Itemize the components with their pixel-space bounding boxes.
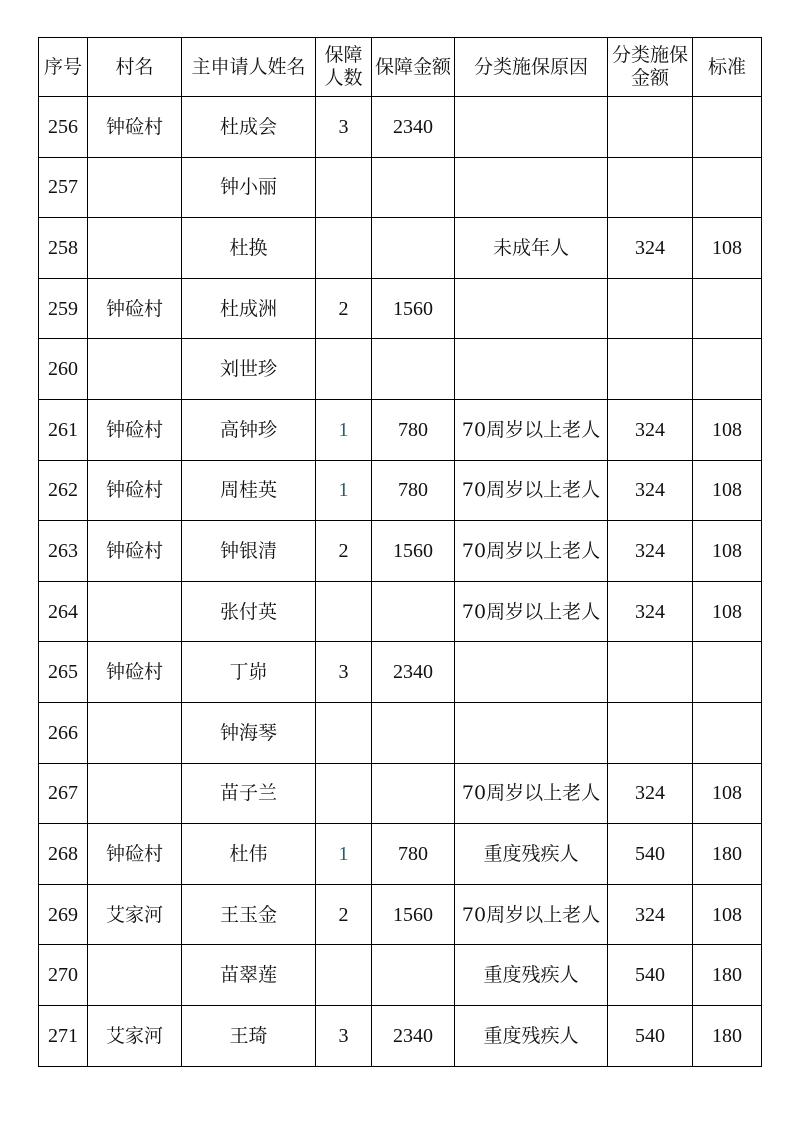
cell-covered-count: 1 <box>316 460 372 521</box>
cell-applicant: 钟银清 <box>182 521 316 582</box>
cell-category-amount <box>608 157 693 218</box>
cell-amount: 1560 <box>372 884 455 945</box>
cell-index: 256 <box>39 97 88 158</box>
cell-index: 263 <box>39 521 88 582</box>
table-row <box>39 218 762 279</box>
cell-standard <box>693 278 762 339</box>
cell-applicant: 王玉金 <box>182 884 316 945</box>
cell-category-reason: 重度残疾人 <box>455 824 608 885</box>
col-header-village: 村名 <box>88 38 182 97</box>
cell-category-reason: 70周岁以上老人 <box>455 521 608 582</box>
cell-applicant: 杜成洲 <box>182 278 316 339</box>
cell-category-reason: 未成年人 <box>455 218 608 279</box>
cell-category-reason <box>455 642 608 703</box>
cell-category-amount: 324 <box>608 460 693 521</box>
cell-amount: 2340 <box>372 1005 455 1066</box>
cell-applicant: 钟海琴 <box>182 702 316 763</box>
cell-index: 271 <box>39 1005 88 1066</box>
cell-village <box>88 339 182 400</box>
cell-village: 钟硷村 <box>88 97 182 158</box>
cell-category-amount: 540 <box>608 1005 693 1066</box>
cell-applicant: 丁峁 <box>182 642 316 703</box>
cell-covered-count: 3 <box>316 97 372 158</box>
table-row <box>39 702 762 763</box>
table-row <box>39 339 762 400</box>
table-body <box>39 97 762 1067</box>
cell-applicant: 张付英 <box>182 581 316 642</box>
cell-village <box>88 945 182 1006</box>
cell-category-amount: 324 <box>608 763 693 824</box>
cell-standard <box>693 339 762 400</box>
table-row <box>39 278 762 339</box>
cell-covered-count <box>316 581 372 642</box>
cell-amount: 1560 <box>372 278 455 339</box>
cell-category-amount: 540 <box>608 824 693 885</box>
cell-standard <box>693 157 762 218</box>
cell-covered-count <box>316 218 372 279</box>
table-row <box>39 399 762 460</box>
table-row <box>39 763 762 824</box>
cell-amount <box>372 702 455 763</box>
cell-amount <box>372 581 455 642</box>
cell-village: 钟硷村 <box>88 521 182 582</box>
cell-index: 270 <box>39 945 88 1006</box>
table-row <box>39 824 762 885</box>
cell-standard <box>693 642 762 703</box>
table-row <box>39 581 762 642</box>
cell-standard: 108 <box>693 581 762 642</box>
cell-covered-count: 1 <box>316 399 372 460</box>
col-header-amount: 保障金额 <box>372 38 455 97</box>
cell-covered-count <box>316 702 372 763</box>
table-row <box>39 1005 762 1066</box>
cell-standard: 180 <box>693 824 762 885</box>
table-row <box>39 460 762 521</box>
cell-amount: 780 <box>372 824 455 885</box>
cell-village: 钟硷村 <box>88 642 182 703</box>
cell-index: 258 <box>39 218 88 279</box>
cell-category-reason: 70周岁以上老人 <box>455 581 608 642</box>
cell-index: 260 <box>39 339 88 400</box>
cell-amount: 780 <box>372 399 455 460</box>
cell-category-amount: 324 <box>608 521 693 582</box>
cell-village: 钟硷村 <box>88 278 182 339</box>
cell-covered-count <box>316 763 372 824</box>
cell-village: 钟硷村 <box>88 460 182 521</box>
table-row <box>39 945 762 1006</box>
cell-category-amount: 324 <box>608 581 693 642</box>
cell-index: 257 <box>39 157 88 218</box>
cell-covered-count: 3 <box>316 1005 372 1066</box>
col-header-index: 序号 <box>39 38 88 97</box>
table-row <box>39 642 762 703</box>
cell-index: 264 <box>39 581 88 642</box>
cell-standard: 108 <box>693 763 762 824</box>
cell-standard: 108 <box>693 218 762 279</box>
cell-village <box>88 157 182 218</box>
cell-category-reason <box>455 278 608 339</box>
cell-applicant: 杜伟 <box>182 824 316 885</box>
cell-applicant: 周桂英 <box>182 460 316 521</box>
cell-standard <box>693 702 762 763</box>
cell-category-reason: 70周岁以上老人 <box>455 460 608 521</box>
cell-amount: 1560 <box>372 521 455 582</box>
cell-amount: 2340 <box>372 642 455 703</box>
cell-village <box>88 218 182 279</box>
cell-category-reason <box>455 97 608 158</box>
cell-covered-count <box>316 339 372 400</box>
cell-applicant: 刘世珍 <box>182 339 316 400</box>
cell-village <box>88 581 182 642</box>
cell-amount <box>372 218 455 279</box>
cell-applicant: 杜换 <box>182 218 316 279</box>
cell-standard: 108 <box>693 521 762 582</box>
cell-index: 265 <box>39 642 88 703</box>
cell-index: 261 <box>39 399 88 460</box>
cell-amount <box>372 763 455 824</box>
cell-category-amount <box>608 97 693 158</box>
cell-category-reason <box>455 702 608 763</box>
cell-applicant: 苗翠莲 <box>182 945 316 1006</box>
cell-category-reason: 70周岁以上老人 <box>455 763 608 824</box>
cell-applicant: 杜成会 <box>182 97 316 158</box>
cell-applicant: 钟小丽 <box>182 157 316 218</box>
document-page <box>38 37 762 1067</box>
col-header-category-reason: 分类施保原因 <box>455 38 608 97</box>
cell-applicant: 高钟珍 <box>182 399 316 460</box>
cell-applicant: 王琦 <box>182 1005 316 1066</box>
table-row <box>39 97 762 158</box>
cell-village: 艾家河 <box>88 1005 182 1066</box>
cell-index: 262 <box>39 460 88 521</box>
cell-category-reason: 重度残疾人 <box>455 1005 608 1066</box>
cell-standard <box>693 97 762 158</box>
table-row <box>39 157 762 218</box>
header-row <box>39 38 762 97</box>
cell-standard: 180 <box>693 1005 762 1066</box>
cell-covered-count <box>316 945 372 1006</box>
cell-village <box>88 702 182 763</box>
cell-village: 钟硷村 <box>88 399 182 460</box>
cell-category-amount: 324 <box>608 399 693 460</box>
cell-covered-count <box>316 157 372 218</box>
cell-covered-count: 2 <box>316 521 372 582</box>
cell-category-amount <box>608 702 693 763</box>
cell-index: 267 <box>39 763 88 824</box>
cell-amount <box>372 157 455 218</box>
cell-standard: 108 <box>693 884 762 945</box>
cell-category-amount <box>608 339 693 400</box>
allowance-table <box>38 37 762 1067</box>
table-row <box>39 884 762 945</box>
cell-standard: 108 <box>693 399 762 460</box>
table-row <box>39 521 762 582</box>
cell-standard: 108 <box>693 460 762 521</box>
cell-village <box>88 763 182 824</box>
cell-category-reason <box>455 157 608 218</box>
cell-category-amount <box>608 278 693 339</box>
cell-category-reason: 70周岁以上老人 <box>455 399 608 460</box>
cell-amount: 780 <box>372 460 455 521</box>
cell-covered-count: 2 <box>316 278 372 339</box>
col-header-applicant: 主申请人姓名 <box>182 38 316 97</box>
cell-index: 268 <box>39 824 88 885</box>
cell-covered-count: 2 <box>316 884 372 945</box>
cell-index: 259 <box>39 278 88 339</box>
col-header-standard: 标准 <box>693 38 762 97</box>
cell-amount <box>372 339 455 400</box>
cell-category-reason: 重度残疾人 <box>455 945 608 1006</box>
cell-standard: 180 <box>693 945 762 1006</box>
cell-amount <box>372 945 455 1006</box>
cell-index: 266 <box>39 702 88 763</box>
cell-covered-count: 3 <box>316 642 372 703</box>
col-header-category-amount: 分类施保金额 <box>608 38 693 97</box>
cell-village: 艾家河 <box>88 884 182 945</box>
cell-category-reason <box>455 339 608 400</box>
cell-covered-count: 1 <box>316 824 372 885</box>
cell-amount: 2340 <box>372 97 455 158</box>
cell-applicant: 苗子兰 <box>182 763 316 824</box>
cell-village: 钟硷村 <box>88 824 182 885</box>
cell-category-reason: 70周岁以上老人 <box>455 884 608 945</box>
cell-index: 269 <box>39 884 88 945</box>
col-header-covered-count: 保障人数 <box>316 38 372 97</box>
cell-category-amount: 324 <box>608 218 693 279</box>
cell-category-amount: 324 <box>608 884 693 945</box>
cell-category-amount: 540 <box>608 945 693 1006</box>
cell-category-amount <box>608 642 693 703</box>
